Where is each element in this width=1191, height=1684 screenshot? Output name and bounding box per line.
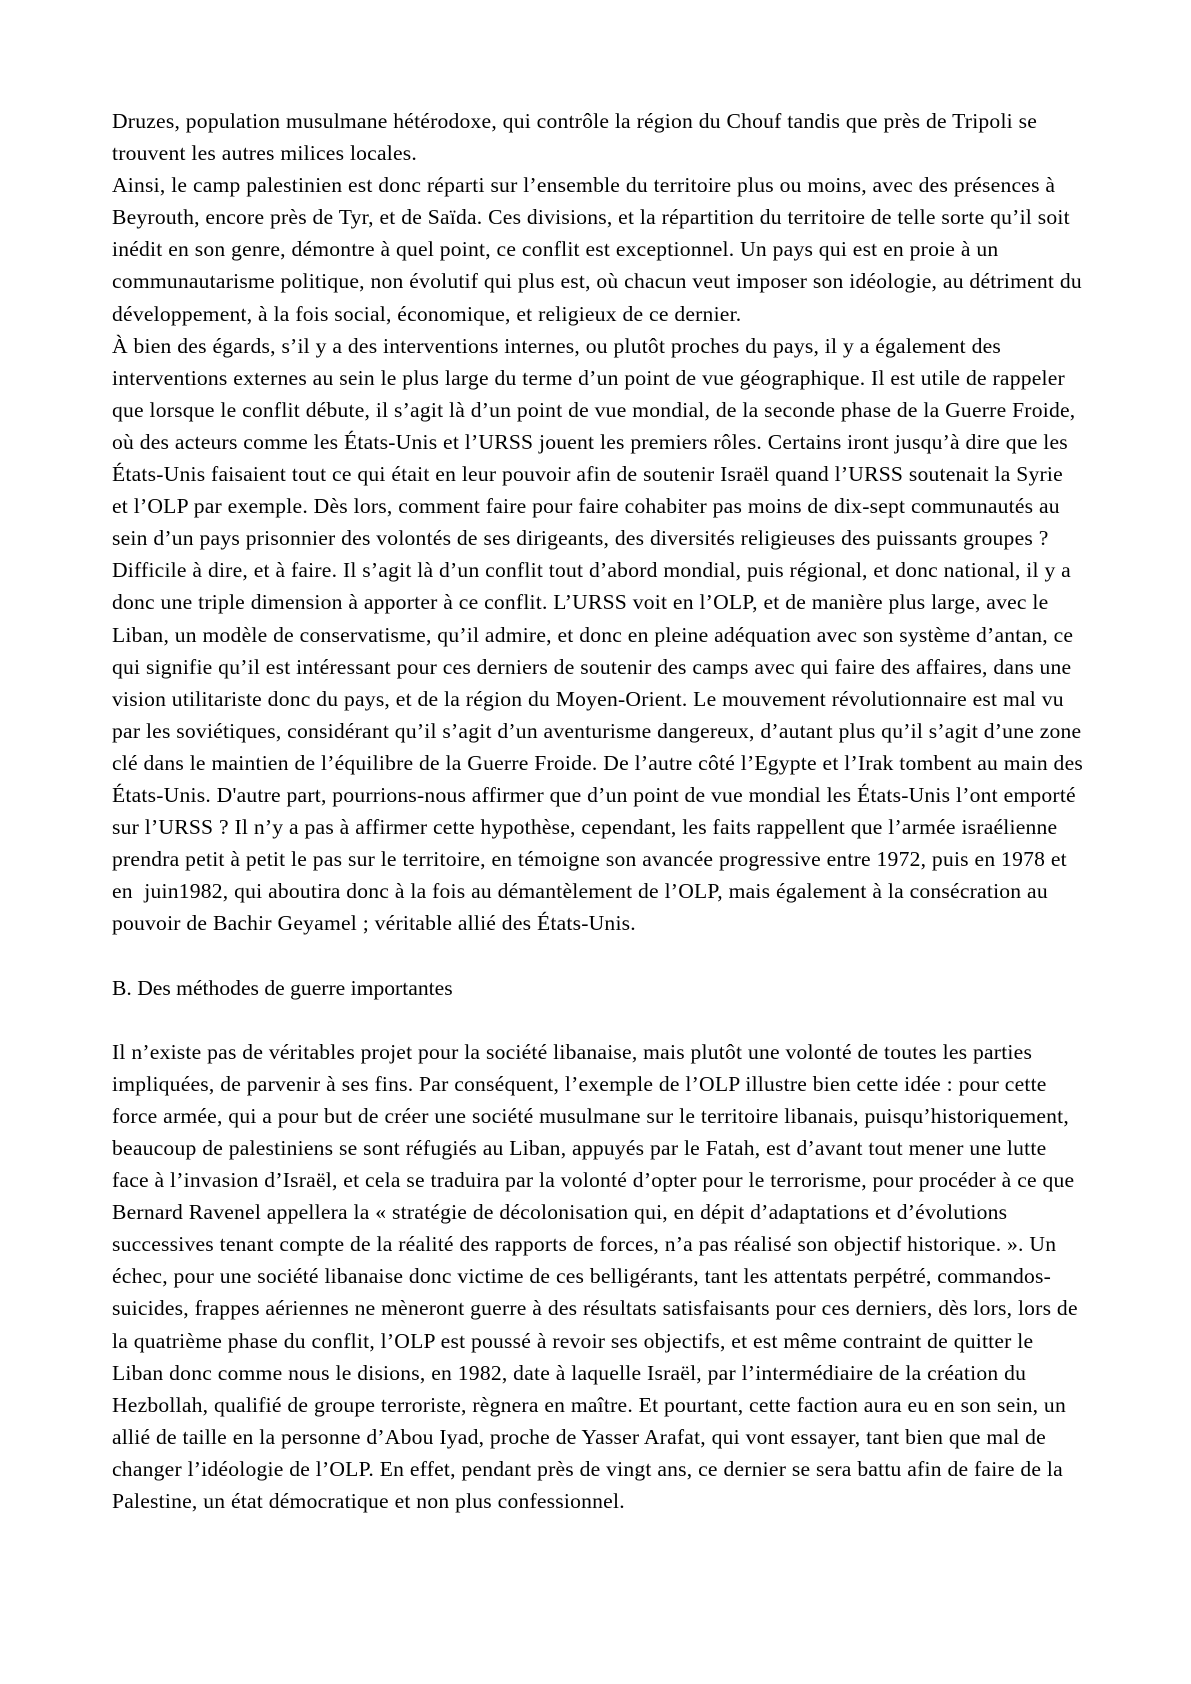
body-paragraph: À bien des égards, s’il y a des interventions internes, ou plutôt proches du pays, il y a également des interventions externes au sein le plus large du terme d’un point de vue géographique. Il est utile de rappeler que lorsque le conflit débute, il s’agit là d’un point de vue mondial, de la seconde phase de la Guerre Froide, où des acteurs comme les États-Unis et l’URSS jouent les premiers rôles. Certains iront jusqu’à dire que les États-Unis faisaient tout ce qui était en leur pouvoir afin de soutenir Israël quand l’URSS soutenait la Syrie et l’OLP par exemple. Dès lors, comment faire pour faire cohabiter pas moins de dix-sept communautés au sein d’un pays prisonnier des volontés de ses dirigeants, des diversités religieuses des puissants groupes ? Difficile à dire, et à faire. Il s’agit là d’un conflit tout d’abord mondial, puis régional, et donc national, il y a donc une triple dimension à apporter à ce conflit. L’URSS voit en l’OLP, et de manière plus large, avec le Liban, un modèle de conservatisme, qu’il admire, et donc en pleine adéquation avec son système d’antan, ce qui signifie qu’il est intéressant pour ces derniers de soutenir des camps avec qui faire des affaires, dans une vision utilitariste donc du pays, et de la région du Moyen-Orient. Le mouvement révolutionnaire est mal vu par les soviétiques, considérant qu’il s’agit d’un aventurisme dangereux, d’autant plus qu’il s’agit d’une zone clé dans le maintien de l’équilibre de la Guerre Froide. De l’autre côté l’Egypte et l’Irak tombent au main des États-Unis. D'autre part, pourrions-nous affirmer que d’un point de vue mondial les États-Unis l’ont emporté sur l’URSS ? Il n’y a pas à affirmer cette hypothèse, cependant, les faits rappellent que l’armée israélienne prendra petit à petit le pas sur le territoire, en témoigne son avancée progressive entre 1972, puis en 1978 et en juin1982, qui aboutira donc à la fois au démantèlement de l’OLP, mais également à la consécration au pouvoir de Bachir Geyamel ; véritable allié des États-Unis. xyxy=(112,333,1089,936)
paragraph-spacer xyxy=(112,939,1084,971)
body-paragraph: Ainsi, le camp palestinien est donc réparti sur l’ensemble du territoire plus ou moins, avec des présences à Beyrouth, encore près de Tyr, et de Saïda. Ces divisions, et la répartition du territoire de telle sorte qu’il soit inédit en son genre, démontre à quel point, ce conflit est exceptionnel. Un pays qui est en proie à un communautarisme politique, non évolutif qui plus est, où chacun veut imposer son idéologie, au détriment du développement, à la fois social, économique, et religieux de ce dernier. xyxy=(112,173,1088,326)
body-paragraph: Druzes, population musulmane hétérodoxe, qui contrôle la région du Chouf tandis que près de Tripoli se trouvent les autres milices locales. xyxy=(112,109,1043,166)
body-paragraph: Il n’existe pas de véritables projet pour la société libanaise, mais plutôt une volonté de toutes les parties impliquées, de parvenir à ses fins. Par conséquent, l’exemple de l’OLP illustre bien cette idée : pour cette force armée, qui a pour but de créer une société musulmane sur le territoire libanais, puisqu’historiquement, beaucoup de palestiniens se sont réfugiés au Liban, appuyés par le Fatah, est d’avant tout mener une lutte face à l’invasion d’Israël, et cela se traduira par la volonté d’opter pour le terrorisme, pour procéder à ce que Bernard Ravenel appellera la « stratégie de décolonisation qui, en dépit d’adaptations et d’évolutions successives tenant compte de la réalité des rapports de forces, n’a pas réalisé son objectif historique. ». Un échec, pour une société libanaise donc victime de ces belligérants, tant les attentats perpétré, commandos-suicides, frappes aériennes ne mèneront guerre à des résultats satisfaisants pour ces derniers, dès lors, lors de la quatrième phase du conflit, l’OLP est poussé à revoir ses objectifs, et est même contraint de quitter le Liban donc comme nous le disions, en 1982, date à laquelle Israël, par l’intermédiaire de la création du Hezbollah, qualifié de groupe terroriste, règnera en maître. Et pourtant, cette faction aura eu en son sein, un allié de taille en la personne d’Abou Iyad, proche de Yasser Arafat, qui vont essayer, tant bien que mal de changer l’idéologie de l’OLP. En effet, pendant près de vingt ans, ce dernier se sera battu afin de faire de la Palestine, un état démocratique et non plus confessionnel. xyxy=(112,1039,1084,1514)
document-text-column xyxy=(112,105,1089,1517)
section-heading-b: B. Des méthodes de guerre importantes xyxy=(112,975,453,1000)
paragraph-spacer xyxy=(112,1004,1084,1036)
